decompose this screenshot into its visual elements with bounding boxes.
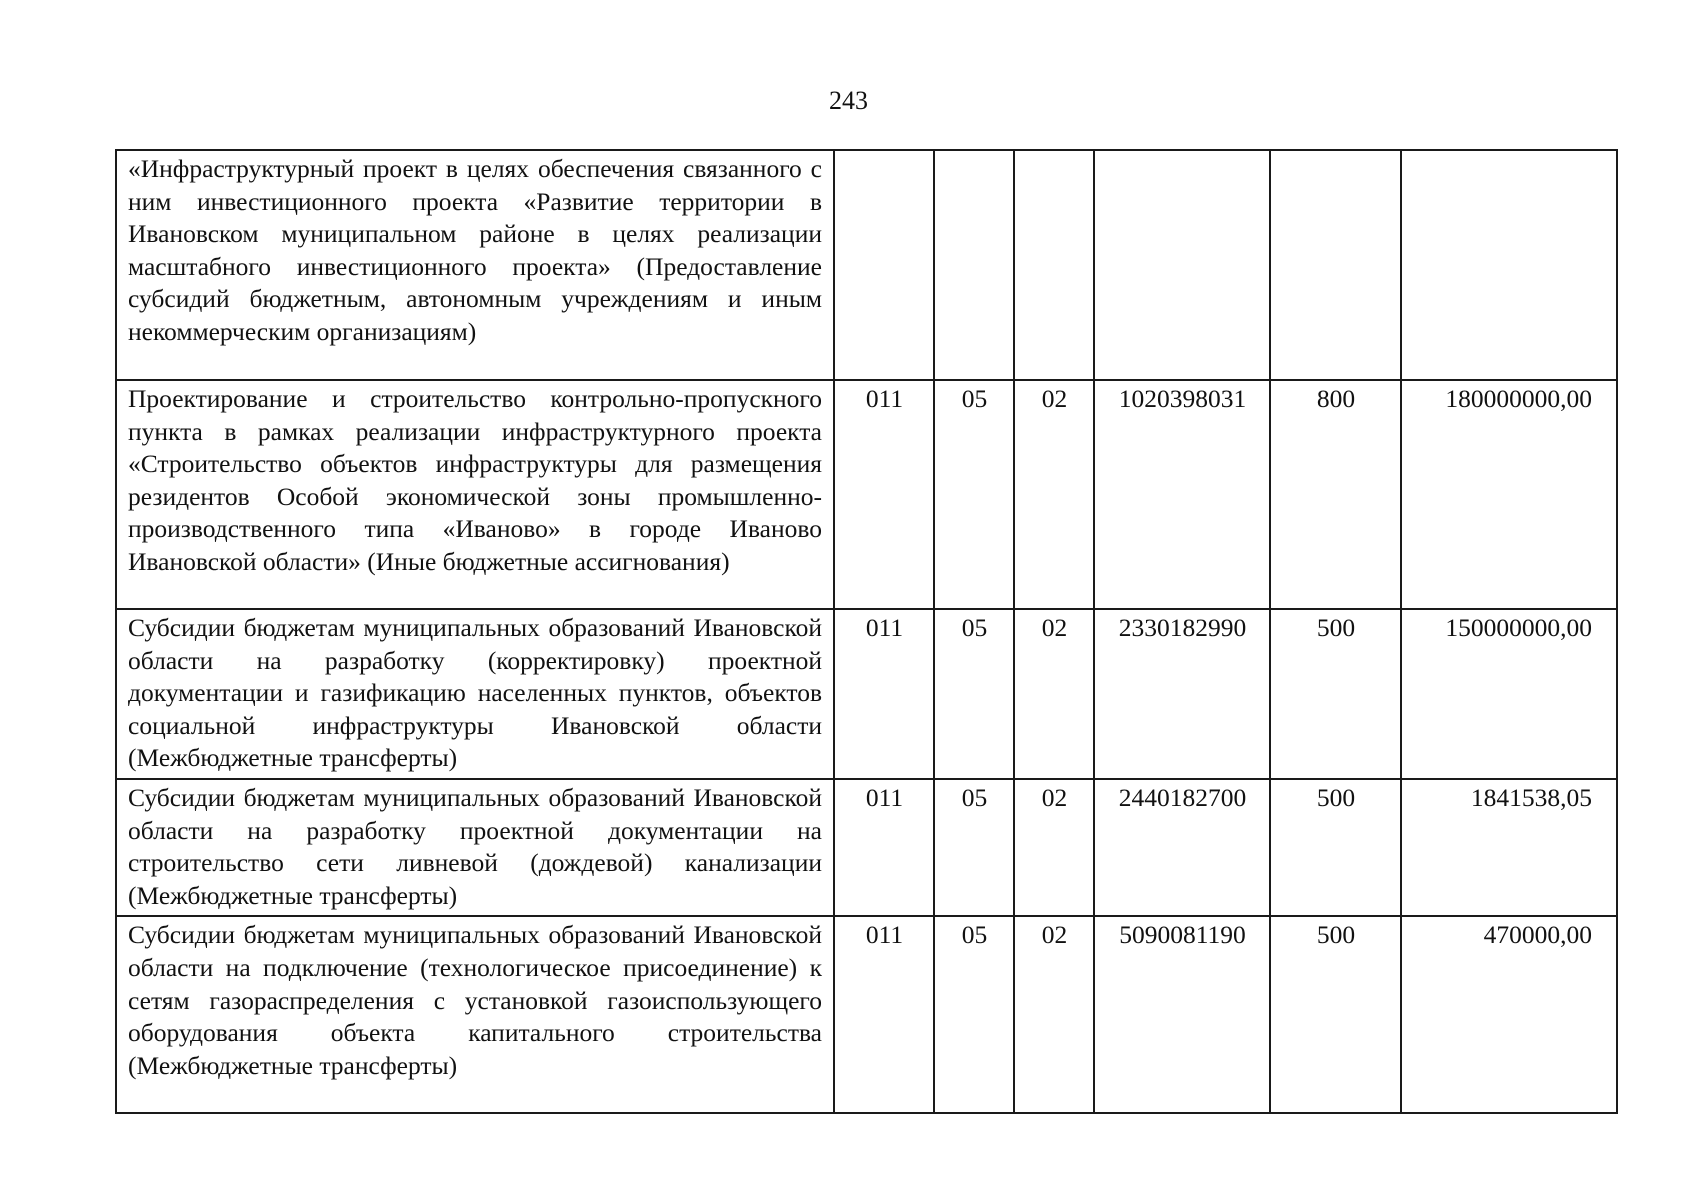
expense-type-cell: 500: [1270, 609, 1401, 779]
target-article-cell: 1020398031: [1094, 380, 1270, 609]
row-description: Субсидии бюджетам муниципальных образований Ивановской области на разработку (корректировку) проектной документации и газификацию населенных пунктов, объектов социальной инфраструктуры Ивановской области (Межбюджетные трансферты): [116, 609, 834, 779]
amount-cell: 1841538,05: [1401, 779, 1617, 916]
subsection-code-cell: 02: [1014, 380, 1094, 609]
section-code-cell: 05: [934, 779, 1014, 916]
row-description: Субсидии бюджетам муниципальных образований Ивановской области на разработку проектной документации на строительство сети ливневой (дождевой) канализации (Межбюджетные трансферты): [116, 779, 834, 916]
expense-type-cell: [1270, 150, 1401, 380]
table-row: [116, 779, 1617, 916]
table-row: [116, 916, 1617, 1113]
section-code-cell: 05: [934, 380, 1014, 609]
expense-type-cell: 500: [1270, 779, 1401, 916]
expense-type-cell: 800: [1270, 380, 1401, 609]
ministry-code-cell: 011: [834, 916, 934, 1113]
amount-cell: 180000000,00: [1401, 380, 1617, 609]
target-article-cell: [1094, 150, 1270, 380]
section-code-cell: [934, 150, 1014, 380]
section-code-cell: 05: [934, 916, 1014, 1113]
amount-cell: 150000000,00: [1401, 609, 1617, 779]
target-article-cell: 2440182700: [1094, 779, 1270, 916]
subsection-code-cell: 02: [1014, 609, 1094, 779]
row-description: Проектирование и строительство контрольно-пропускного пункта в рамках реализации инфраструктурного проекта «Строительство объектов инфраструктуры для размещения резидентов Особой экономической зоны промышленно-производственного типа «Иваново» в городе Иваново Ивановской области» (Иные бюджетные ассигнования): [116, 380, 834, 609]
amount-cell: [1401, 150, 1617, 380]
subsection-code-cell: 02: [1014, 916, 1094, 1113]
table-row: [116, 150, 1617, 380]
subsection-code-cell: [1014, 150, 1094, 380]
page-number: 243: [829, 86, 868, 115]
ministry-code-cell: 011: [834, 380, 934, 609]
section-code-cell: 05: [934, 609, 1014, 779]
table-row: [116, 609, 1617, 779]
row-description: Субсидии бюджетам муниципальных образований Ивановской области на подключение (технологическое присоединение) к сетям газораспределения с установкой газоиспользующего оборудования объекта капитального строительства (Межбюджетные трансферты): [116, 916, 834, 1113]
expense-type-cell: 500: [1270, 916, 1401, 1113]
target-article-cell: 5090081190: [1094, 916, 1270, 1113]
row-description: «Инфраструктурный проект в целях обеспечения связанного с ним инвестиционного проекта «Развитие территории в Ивановском муниципальном районе в целях реализации масштабного инвестиционного проекта» (Предоставление субсидий бюджетным, автономным учреждениям и иным некоммерческим организациям): [116, 150, 834, 380]
ministry-code-cell: 011: [834, 609, 934, 779]
budget-table: [115, 149, 1618, 1114]
table-row: [116, 380, 1617, 609]
ministry-code-cell: [834, 150, 934, 380]
target-article-cell: 2330182990: [1094, 609, 1270, 779]
subsection-code-cell: 02: [1014, 779, 1094, 916]
amount-cell: 470000,00: [1401, 916, 1617, 1113]
ministry-code-cell: 011: [834, 779, 934, 916]
